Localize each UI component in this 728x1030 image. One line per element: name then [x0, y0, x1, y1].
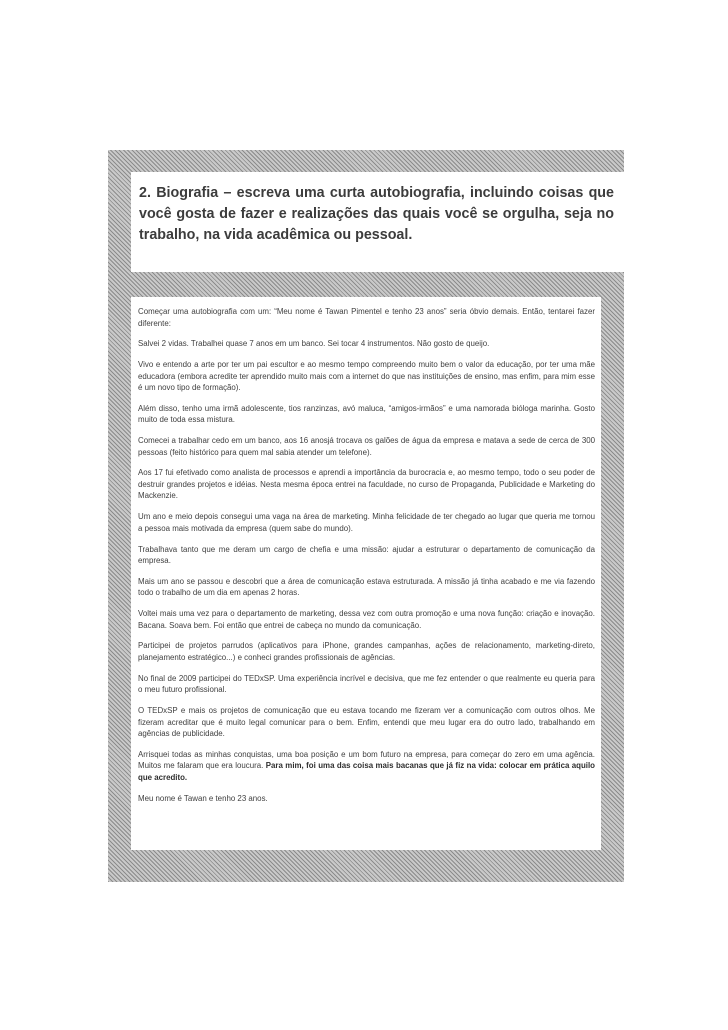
closing-line: Meu nome é Tawan e tenho 23 anos.: [138, 793, 268, 803]
paragraph: Mais um ano se passou e descobri que a área de comunicação estava estruturada. A missão já tinha acabado e me via fazendo todo o trabalho de um dia em apenas 2 horas.: [138, 576, 595, 598]
paragraph: Trabalhava tanto que me deram um cargo de chefia e uma missão: ajudar a estruturar o departamento de comunicação da empresa.: [138, 544, 595, 566]
question-heading: 2. Biografia – escreva uma curta autobiografia, incluindo coisas que você gosta de fazer e realizações das quais você se orgulha, seja no trabalho, na vida acadêmica ou pessoal.: [139, 185, 614, 243]
paragraph: Comecei a trabalhar cedo em um banco, aos 16 anosjá trocava os galões de água da empresa e matava a sede de cerca de 300 pessoas (feito histórico para quem mal sabia atender um telefone).: [138, 436, 595, 457]
final-paragraph: [138, 749, 595, 784]
answer-box: [131, 297, 601, 850]
paragraph: No final de 2009 participei do TEDxSP. Uma experiência incrível e decisiva, que me fez entender o que realmente eu queria para o meu futuro profissional.: [138, 673, 595, 695]
paragraph: Voltei mais uma vez para o departamento de marketing, dessa vez com outra promoção e uma nova função: criação e inovação. Bacana. Soava bem. Foi então que entrei de cabeça no mundo da comunicação.: [138, 609, 595, 630]
final-paragraph-text: Arrisquei todas as minhas conquistas, uma boa posição e um bom futuro na empresa, para começar do zero em uma agência. Muitos me falaram que era loucura.: [138, 749, 595, 771]
paragraph: Salvei 2 vidas. Trabalhei quase 7 anos em um banco. Sei tocar 4 instrumentos. Não gosto de queijo.: [138, 339, 490, 349]
paragraph: Aos 17 fui efetivado como analista de processos e aprendi a importância da burocracia e, ao mesmo tempo, todo o seu poder de destruir grandes projetos e idéias. Nesta mesma época entrei na faculdade, no curso de Propaganda, Publicidade e Marketing do Mackenzie.: [138, 468, 595, 501]
paragraph: O TEDxSP e mais os projetos de comunicação que eu estava tocando me fizeram ver a comunicação com outros olhos. Me fizeram acreditar que é muito legal comunicar para o bem. Enfim, entendi que meu lugar era do outro lado, trabalhando em agências de publicidade.: [138, 706, 595, 739]
paragraph: Começar uma autobiografia com um: “Meu nome é Tawan Pimentel e tenho 23 anos” seria óbvio demais. Então, tentarei fazer diferente:: [138, 307, 595, 328]
question-box: [131, 172, 624, 272]
paragraph: Além disso, tenho uma irmã adolescente, tios ranzinzas, avó maluca, “amigos-irmãos” e uma namorada bióloga marinha. Gosto muito de toda essa mistura.: [138, 403, 595, 425]
paragraph: Um ano e meio depois consegui uma vaga na área de marketing. Minha felicidade de ter chegado ao lugar que queria me tornou a pessoa mais motivada da empresa (quem sabe do mundo).: [138, 512, 595, 533]
final-paragraph-bold: Para mim, foi uma das coisa mais bacanas que já fiz na vida: colocar em prática aquilo que acredito.: [138, 761, 596, 782]
paragraph: Vivo e entendo a arte por ter um pai escultor e ao mesmo tempo compreendo muito bem o valor da educação, por ter uma mãe educadora (embora acredite ter aprendido muito mais com a internet do que nas instituições de ensino, mas enfim, para mim esse é um novo tipo de formação).: [138, 360, 595, 393]
paragraph: Participei de projetos parrudos (aplicativos para iPhone, grandes campanhas, ações de relacionamento, marketing-direto, planejamento estratégico...) e conheci grandes profissionais de agências.: [138, 641, 595, 662]
